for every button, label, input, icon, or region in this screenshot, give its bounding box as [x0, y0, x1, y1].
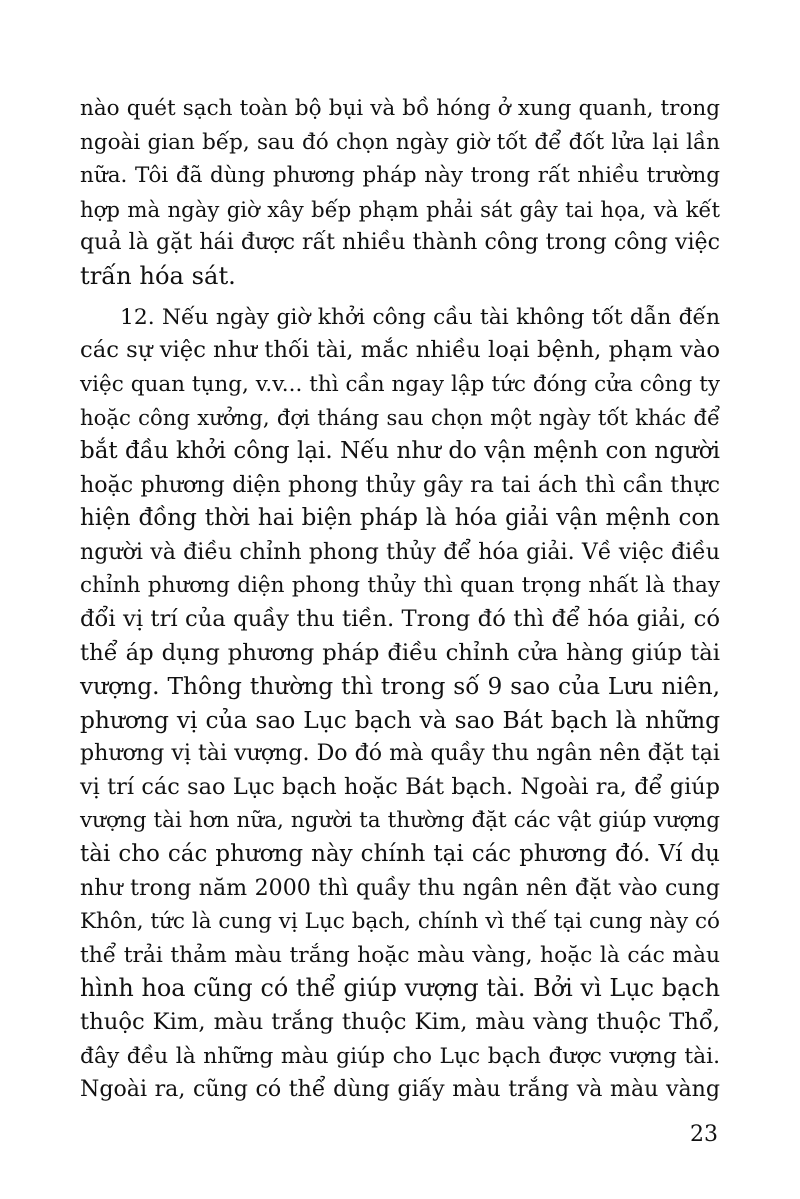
text-line: Khôn, tức là cung vị Lục bạch, chính vì thế tại cung này có: [80, 909, 720, 935]
text-line: như trong năm 2000 thì quầy thu ngân nên đặt vào cung: [80, 874, 720, 901]
text-line: quả là gặt hái được rất nhiều thành công trong công việc: [80, 229, 720, 256]
paragraph-1: [80, 92, 720, 294]
text-line: phương vị tài vượng. Do đó mà quầy thu ngân nên đặt tại: [80, 740, 720, 767]
text-line: nữa. Tôi đã dùng phương pháp này trong rất nhiều trường: [80, 163, 720, 189]
text-line: thể áp dụng phương pháp điều chỉnh cửa hàng giúp tài: [80, 639, 720, 666]
text-line: nào quét sạch toàn bộ bụi và bồ hóng ở xung quanh, trong: [80, 96, 720, 121]
paragraph-2: [80, 301, 720, 1107]
page-number: 23: [690, 1122, 718, 1147]
text-line: hợp mà ngày giờ xây bếp phạm phải sát gây tai họa, và kết: [80, 196, 720, 222]
text-line: chỉnh phương diện phong thủy thì quan trọng nhất là thay: [80, 573, 720, 599]
text-line: ngoài gian bếp, sau đó chọn ngày giờ tốt để đốt lửa lại lần: [80, 129, 720, 155]
text-line: bắt đầu khởi công lại. Nếu như do vận mệnh con người: [80, 437, 720, 464]
text-line: thể trải thảm màu trắng hoặc màu vàng, hoặc là các màu: [80, 942, 720, 968]
text-line: 12. Nếu ngày giờ khởi công cầu tài không tốt dẫn đến: [120, 304, 720, 330]
text-line: hoặc công xưởng, đợi tháng sau chọn một ngày tốt khác để: [80, 405, 720, 431]
paragraph-spacer: [80, 294, 720, 301]
text-line: vượng. Thông thường thì trong số 9 sao của Lưu niên,: [80, 673, 720, 701]
text-line: hình hoa cũng có thể giúp vượng tài. Bởi vì Lục bạch: [80, 974, 720, 1003]
text-line: tài cho các phương này chính tại các phương đó. Ví dụ: [80, 841, 720, 868]
text-line: vượng tài hơn nữa, người ta thường đặt các vật giúp vượng: [80, 808, 720, 834]
text-line: trấn hóa sát.: [80, 261, 236, 290]
text-line: đây đều là những màu giúp cho Lục bạch được vượng tài.: [80, 1043, 720, 1069]
text-line: vị trí các sao Lục bạch hoặc Bát bạch. Ngoài ra, để giúp: [80, 773, 720, 800]
text-line: việc quan tụng, v.v... thì cần ngay lập tức đóng cửa công ty: [80, 371, 720, 397]
text-line: thuộc Kim, màu trắng thuộc Kim, màu vàng thuộc Thổ,: [80, 1009, 720, 1036]
text-line: hiện đồng thời hai biện pháp là hóa giải vận mệnh con: [80, 505, 720, 532]
text-line: người và điều chỉnh phong thủy để hóa giải. Về việc điều: [80, 538, 720, 565]
body-text: [80, 92, 720, 1107]
text-line: phương vị của sao Lục bạch và sao Bát bạch là những: [80, 706, 720, 734]
text-line: đổi vị trí của quầy thu tiền. Trong đó thì để hóa giải, có: [80, 605, 720, 632]
text-line: các sự việc như thối tài, mắc nhiều loại bệnh, phạm vào: [80, 337, 720, 364]
text-line: Ngoài ra, cũng có thể dùng giấy màu trắng và màu vàng: [80, 1076, 720, 1103]
text-line: hoặc phương diện phong thủy gây ra tai ách thì cần thực: [80, 471, 720, 498]
